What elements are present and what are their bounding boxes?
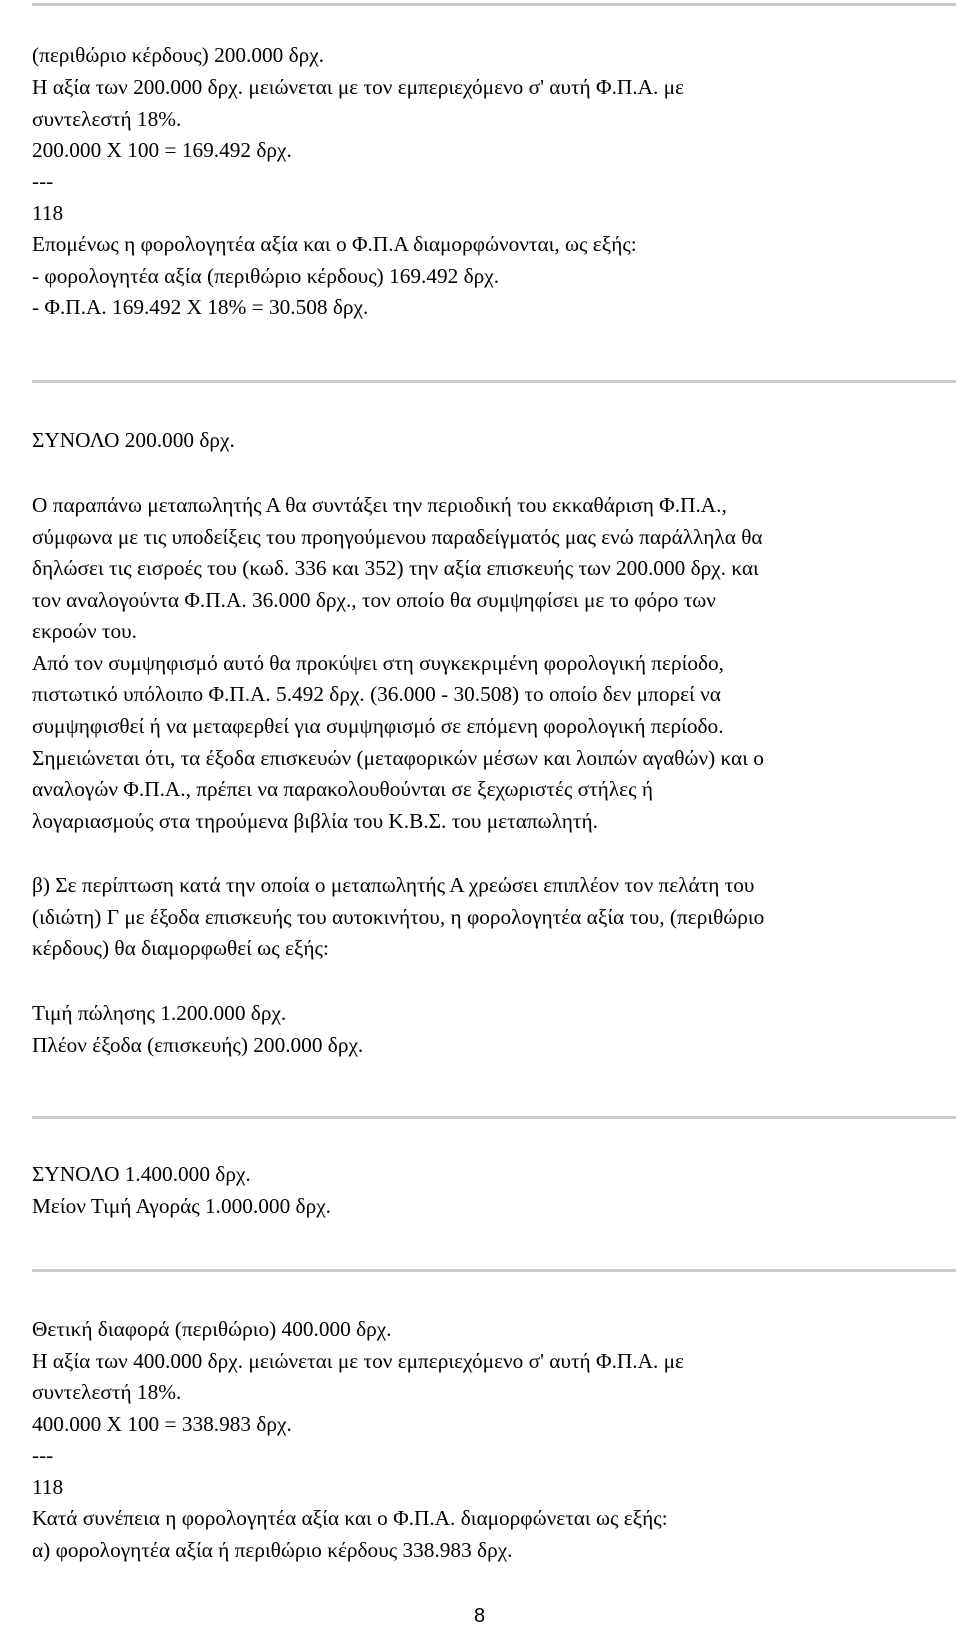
section-rule (32, 380, 956, 383)
paragraph-line: αναλογών Φ.Π.Α., πρέπει να παρακολουθούνται σε ξεχωριστές στήλες ή (32, 777, 653, 801)
text-line: 400.000 Χ 100 = 338.983 δρχ. (32, 1412, 292, 1436)
paragraph-line: δηλώσει τις εισροές του (κωδ. 336 και 352) την αξία επισκευής των 200.000 δρχ. και (32, 556, 759, 580)
page-number: 8 (474, 1605, 486, 1627)
total-line: ΣΥΝΟΛΟ 200.000 δρχ. (32, 428, 235, 452)
text-line: Κατά συνέπεια η φορολογητέα αξία και ο Φ.Π.Α. διαμορφώνεται ως εξής: (32, 1506, 668, 1530)
paragraph-line: εκροών του. (32, 619, 137, 643)
text-line: Θετική διαφορά (περιθώριο) 400.000 δρχ. (32, 1317, 392, 1341)
paragraph-line: τον αναλογούντα Φ.Π.Α. 36.000 δρχ., τον οποίο θα συμψηφίσει με το φόρο των (32, 588, 716, 612)
text-line: 118 (32, 1475, 64, 1499)
paragraph-line: Σημειώνεται ότι, τα έξοδα επισκευών (μεταφορικών μέσων και λοιπών αγαθών) και ο (32, 746, 764, 770)
paragraph-line: Ο παραπάνω μεταπωλητής Α θα συντάξει την περιοδική του εκκαθάριση Φ.Π.Α., (32, 493, 727, 517)
text-line: --- (32, 169, 54, 193)
section-rule (32, 1269, 956, 1272)
text-line: - φορολογητέα αξία (περιθώριο κέρδους) 169.492 δρχ. (32, 264, 500, 288)
case-b-line: β) Σε περίπτωση κατά την οποία ο μεταπωλητής Α χρεώσει επιπλέον τον πελάτη του (32, 873, 755, 897)
text-line: συντελεστή 18%. (32, 1380, 182, 1404)
paragraph-line: Από τον συμψηφισμό αυτό θα προκύψει στη συγκεκριμένη φορολογική περίοδο, (32, 651, 725, 675)
top-rule (32, 3, 956, 6)
text-line: 200.000 Χ 100 = 169.492 δρχ. (32, 138, 292, 162)
case-b-line: κέρδους) θα διαμορφωθεί ως εξής: (32, 936, 329, 960)
text-line: Μείον Τιμή Αγοράς 1.000.000 δρχ. (32, 1194, 331, 1218)
text-line: Η αξία των 200.000 δρχ. μειώνεται με τον εμπεριεχόμενο σ' αυτή Φ.Π.Α. με (32, 75, 684, 99)
paragraph-line: λογαριασμούς στα τηρούμενα βιβλία του Κ.Β.Σ. του μεταπωλητή. (32, 809, 598, 833)
paragraph-line: πιστωτικό υπόλοιπο Φ.Π.Α. 5.492 δρχ. (36.000 - 30.508) το οποίο δεν μπορεί να (32, 682, 721, 706)
text-line: Η αξία των 400.000 δρχ. μειώνεται με τον εμπεριεχόμενο σ' αυτή Φ.Π.Α. με (32, 1349, 684, 1373)
text-line: συντελεστή 18%. (32, 107, 182, 131)
text-line: α) φορολογητέα αξία ή περιθώριο κέρδους 338.983 δρχ. (32, 1538, 513, 1562)
text-line: Επομένως η φορολογητέα αξία και ο Φ.Π.Α διαμορφώνονται, ως εξής: (32, 232, 637, 256)
text-line: --- (32, 1443, 54, 1467)
section-rule (32, 1116, 956, 1119)
calc-line: Τιμή πώλησης 1.200.000 δρχ. (32, 1001, 287, 1025)
case-b-line: (ιδιώτη) Γ με έξοδα επισκευής του αυτοκινήτου, η φορολογητέα αξία του, (περιθώριο (32, 905, 765, 929)
paragraph-line: σύμφωνα με τις υποδείξεις του προηγούμενου παραδείγματός μας ενώ παράλληλα θα (32, 525, 763, 549)
text-line: - Φ.Π.Α. 169.492 Χ 18% = 30.508 δρχ. (32, 295, 369, 319)
text-line: (περιθώριο κέρδους) 200.000 δρχ. (32, 43, 325, 67)
text-line: 118 (32, 201, 64, 225)
paragraph-line: συμψηφισθεί ή να μεταφερθεί για συμψηφισμό σε επόμενη φορολογική περίοδο. (32, 714, 724, 738)
calc-line: Πλέον έξοδα (επισκευής) 200.000 δρχ. (32, 1033, 364, 1057)
text-line: ΣΥΝΟΛΟ 1.400.000 δρχ. (32, 1162, 251, 1186)
